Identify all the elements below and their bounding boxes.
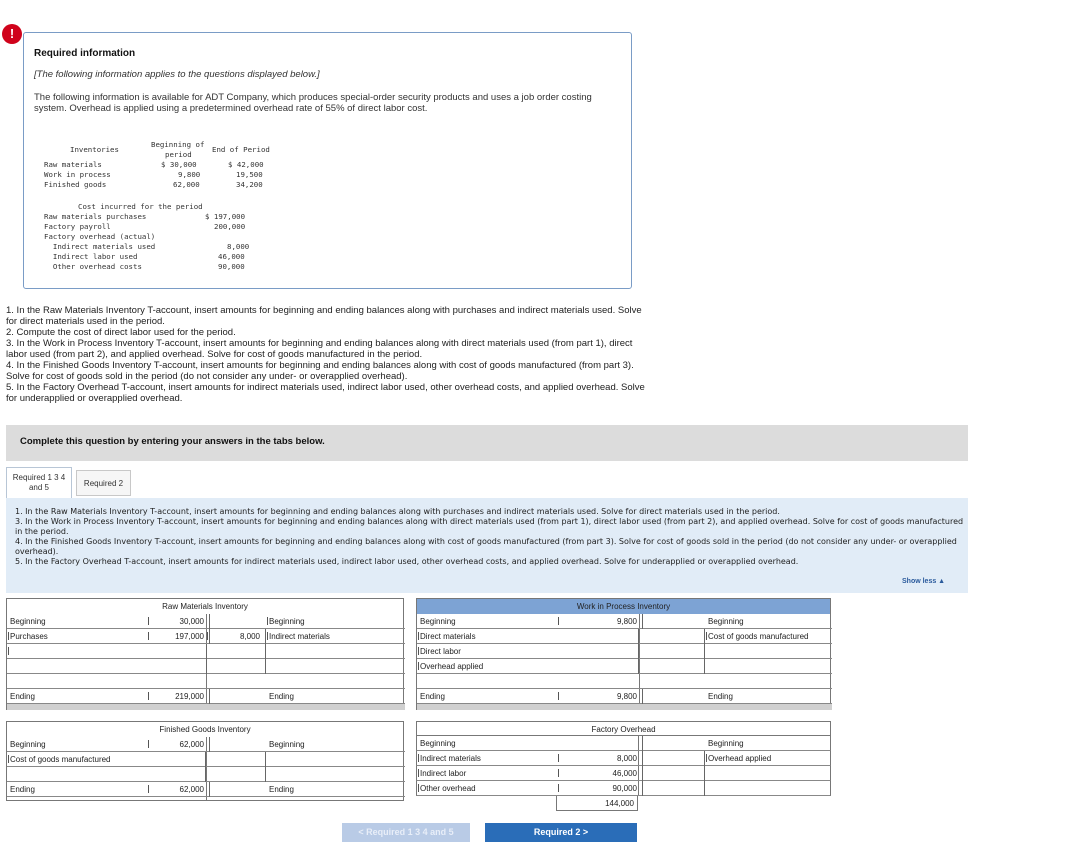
amount-input[interactable] [639,659,705,674]
inv-row-end: 34,200 [236,180,263,189]
inv-row-end: $ 42,000 [228,160,264,169]
t-row[interactable] [7,659,405,674]
row-label: Beginning [10,617,46,626]
cogm-input[interactable] [147,752,206,767]
beginning-input[interactable]: 30,000 [147,614,210,629]
previous-button[interactable]: < Required 1 3 4 and 5 [342,823,470,842]
inv-row-beginning: 9,800 [178,170,201,179]
separator [417,704,832,710]
row-label[interactable]: Indirect labor [417,766,557,781]
row-label[interactable]: Purchases [7,629,147,644]
beginning-input[interactable] [557,736,643,751]
cost-row-label: Other overhead costs [44,262,142,271]
row-label: Ending [420,692,445,701]
tab-label: and 5 [28,483,50,492]
t-row [7,689,405,704]
amount-input[interactable] [639,644,705,659]
right-label: Ending [269,692,294,701]
t-row [417,659,832,674]
row-label[interactable]: Direct materials [417,629,557,644]
right-label[interactable]: Overhead applied [705,751,832,766]
cogm-input[interactable] [639,629,705,644]
inv-row-beginning: $ 30,000 [161,160,197,169]
t-account-title: Raw Materials Inventory [7,599,403,614]
question-1: 1. In the Raw Materials Inventory T-account, insert amounts for beginning and ending balances along with purchases and indirect materials used. Solve for direct materials used in the period. [6,305,642,327]
t-row [416,736,831,751]
col-beginning: Beginning of [151,140,205,149]
panel-line: 3. In the Work in Process Inventory T-account, insert amounts for beginning and ending balances along with direct materials used (from part 1), direct labor used (from part 2), and applied overhead. Solve for cost of goods manufactured in the period. [15,517,964,536]
info-text: The following information is available for ADT Company, which produces special-order security products and uses a job order costing system. Overhead is applied using a predetermined overhead rate of 55% of direct labor cost. [34,92,592,114]
cost-row-label: Factory overhead (actual) [44,232,156,241]
row-label: Ending [10,785,35,794]
t-row[interactable] [7,644,405,659]
t-row [7,614,405,629]
right-label: Ending [708,692,733,701]
t-row [416,766,831,781]
right-label: Ending [269,785,294,794]
row-label[interactable]: Indirect materials [417,751,557,766]
col-beginning-2: period [165,150,192,159]
col-end: End of Period [212,145,270,154]
row-label[interactable]: Direct labor [417,644,557,659]
total-value[interactable]: 144,000 [605,799,634,808]
row-label: Beginning [10,740,46,749]
panel-line: 4. In the Finished Goods Inventory T-account, insert amounts for beginning and ending balances along with cost of goods manufactured (from part 3). Solve for cost of goods sold in the period (do not consider any under- or overapplied overhead). [15,537,957,556]
inv-row-beginning: 62,000 [173,180,200,189]
inv-row-label: Work in process [44,170,111,179]
t-row[interactable] [7,767,405,782]
ending-input[interactable]: 219,000 [147,689,210,704]
tab-required-1-3-4-5[interactable] [6,467,72,499]
t-row[interactable] [7,674,405,689]
row-label: Beginning [420,617,456,626]
t-row [416,751,831,766]
panel-line: 1. In the Raw Materials Inventory T-account, insert amounts for beginning and ending balances along with purchases and indirect materials used. Solve for direct materials used in the period. [15,507,780,516]
t-row [417,689,832,704]
t-account-title: Factory Overhead [416,721,831,736]
raw-materials-t-account [6,598,404,710]
applied-input[interactable] [639,751,705,766]
direct-labor-input[interactable] [557,644,639,659]
t-row[interactable] [417,674,832,689]
cost-row-label: Raw materials purchases [44,212,147,221]
question-5: 5. In the Factory Overhead T-account, insert amounts for indirect materials used, indirect labor used, other overhead costs, and applied overhead. Solve for underapplied or overapplied overhead. [6,382,645,404]
panel-line: 5. In the Factory Overhead T-account, insert amounts for indirect materials used, indirect labor used, other overhead costs, and applied overhead. Solve for underapplied or overapplied overhead. [15,557,799,566]
cost-header: Cost incurred for the period [78,202,203,211]
indirect-materials-input[interactable]: 8,000 [557,751,643,766]
cost-row-value: 46,000 [218,252,245,261]
questions-list [6,305,646,404]
indirect-materials-input[interactable]: 8,000 [206,629,266,644]
question-4: 4. In the Finished Goods Inventory T-account, insert amounts for beginning and ending balances along with cost of goods manufactured (from part 3). Solve for cost of goods sold in the period (do not consider any under- or overapplied overhead). [6,360,634,382]
cost-row-label: Indirect materials used [44,242,156,251]
t-row [7,782,405,797]
other-overhead-input[interactable]: 90,000 [557,781,643,796]
finished-goods-t-account [6,721,404,801]
row-label[interactable]: Other overhead [417,781,557,796]
alert-icon: ! [2,24,22,44]
complete-instruction: Complete this question by entering your answers in the tabs below. [20,436,325,447]
t-account-title: Finished Goods Inventory [7,722,403,737]
row-label: Beginning [420,739,456,748]
right-label: Beginning [708,617,744,626]
direct-materials-input[interactable] [557,629,639,644]
t-row [417,644,832,659]
tab-label: Required 1 3 4 [12,473,66,482]
separator [7,704,405,710]
work-in-process-t-account [416,598,831,710]
right-label: Beginning [269,740,305,749]
indirect-labor-input[interactable]: 46,000 [557,766,643,781]
row-label: Ending [10,692,35,701]
next-button[interactable]: Required 2 > [485,823,637,842]
inv-row-label: Raw materials [44,160,102,169]
amount-input[interactable] [206,752,266,767]
purchases-input[interactable]: 197,000 [147,629,210,644]
t-row [417,614,832,629]
cost-row-value: $ 197,000 [205,212,246,221]
t-row [416,781,831,796]
info-note: [The following information applies to the questions displayed below.] [34,69,320,80]
col-inventories: Inventories [70,145,119,154]
cost-row-label: Factory payroll [44,222,111,231]
overhead-applied-input[interactable] [557,659,639,674]
right-label: Beginning [708,739,744,748]
t-row [417,629,832,644]
row-label[interactable]: Cost of goods manufactured [7,752,147,767]
t-account-title: Work in Process Inventory [417,599,830,614]
t-row [7,737,405,752]
question-3: 3. In the Work in Process Inventory T-account, insert amounts for beginning and ending balances along with direct materials used (from part 1), direct labor used (from part 2), and applied overhead. Solve for cost of goods manufactured in the period. [6,338,633,360]
t-row [7,629,405,644]
amount-input[interactable] [639,781,705,796]
panel-instructions [15,507,965,567]
factory-overhead-t-account [416,721,831,813]
row-label[interactable]: Overhead applied [417,659,557,674]
beginning-input[interactable]: 62,000 [147,737,210,752]
right-label[interactable]: Indirect materials [266,629,405,644]
cost-row-label: Indirect labor used [44,252,138,261]
question-2: 2. Compute the cost of direct labor used for the period. [6,327,236,338]
inv-row-end: 19,500 [236,170,263,179]
beginning-input[interactable]: 9,800 [557,614,643,629]
amount-input[interactable] [639,766,705,781]
t-row [7,752,405,767]
right-label[interactable]: Beginning [266,614,405,629]
cost-row-value: 90,000 [218,262,245,271]
ending-input[interactable]: 62,000 [147,782,210,797]
cost-row-value: 8,000 [227,242,250,251]
t-row [556,796,638,811]
show-less-link[interactable]: Show less ▲ [902,578,946,585]
ending-input[interactable]: 9,800 [557,689,643,704]
right-label[interactable]: Cost of goods manufactured [705,629,832,644]
inv-row-label: Finished goods [44,180,107,189]
info-title: Required information [34,48,136,59]
tab-required-2[interactable]: Required 2 [76,470,131,496]
cost-row-value: 200,000 [214,222,246,231]
